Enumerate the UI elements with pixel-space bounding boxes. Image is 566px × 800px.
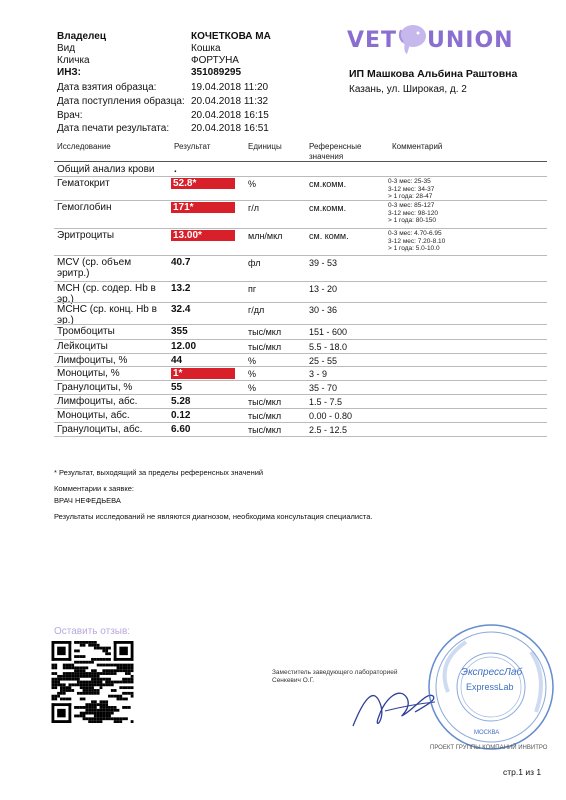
reference-range: 2.5 - 12.5: [309, 425, 348, 435]
header-value: 351089295: [191, 67, 242, 78]
test-name: Тромбоциты: [57, 326, 115, 337]
result-value: 0.12: [171, 410, 191, 421]
comment-line: 0-3 мес: 85-127: [388, 202, 435, 209]
result-value-flagged: 13.00*: [171, 230, 235, 241]
reference-range: 39 - 53: [309, 258, 338, 268]
header-label: Кличка: [57, 55, 90, 66]
row-divider: [54, 200, 547, 201]
test-name: Эритроциты: [57, 230, 115, 241]
elephant-icon: [397, 22, 429, 56]
logo-left-text: VET: [347, 28, 398, 53]
header-label: Врач:: [57, 110, 83, 121]
header-value: 20.04.2018 11:32: [191, 96, 269, 107]
stamp-latin: ExpressLab: [466, 682, 514, 692]
test-name: MCH (ср. содер. Hb в эр.): [57, 283, 156, 305]
row-divider: [54, 394, 547, 395]
row-divider: [54, 255, 547, 256]
row-divider: [54, 339, 547, 340]
reference-range: см.комм.: [309, 203, 347, 213]
stamp-text: ЭкспрессЛаб: [461, 667, 523, 678]
units: тыс/мкл: [248, 342, 282, 352]
comment-line: 3-12 мес: 34-37: [388, 185, 435, 193]
result-value: 355: [171, 326, 188, 337]
row-divider: [54, 281, 547, 282]
reference-range: 5.5 - 18.0: [309, 342, 348, 352]
test-name: Гемоглобин: [57, 202, 112, 213]
row-divider: [54, 408, 547, 409]
header-label: Дата поступления образца:: [57, 96, 185, 107]
table-bottom-divider: [54, 436, 547, 437]
header-divider: [54, 161, 547, 162]
test-name: Гематокрит: [57, 178, 110, 189]
units: %: [248, 369, 257, 379]
header-label: Вид: [57, 43, 76, 54]
comment-line: > 1 года: 5.0-10.0: [388, 245, 440, 252]
units: г/дл: [248, 305, 265, 315]
project-note: ПРОЕКТ ГРУППЫ КОМПАНИЙ ИНВИТРО: [430, 745, 548, 751]
header-value: 19.04.2018 11:20: [191, 82, 269, 93]
units: тыс/мкл: [248, 327, 282, 337]
section-value: .: [174, 164, 177, 175]
reference-range: 151 - 600: [309, 327, 348, 337]
units: фл: [248, 258, 261, 268]
row-divider: [54, 366, 547, 367]
reference-range: 30 - 36: [309, 305, 338, 315]
comment-line: > 1 года: 80-150: [388, 217, 436, 224]
result-value: 40.7: [171, 257, 191, 268]
result-value: 44: [171, 355, 183, 366]
logo-right-text: UNION: [427, 28, 514, 53]
test-name: Лимфоциты, абс.: [57, 396, 138, 407]
units: тыс/мкл: [248, 397, 282, 407]
feedback-qr-code[interactable]: [50, 641, 135, 723]
comment-line: > 1 года: 28-47: [388, 193, 433, 200]
col-header-comment: Комментарий: [392, 142, 443, 151]
lab-stamp: [426, 622, 556, 752]
test-name: Моноциты, %: [57, 368, 120, 379]
vet-union-logo: [347, 22, 514, 60]
signer-title: Заместитель заведующего лабораторией: [272, 669, 398, 676]
header-label: Дата печати результата:: [57, 123, 170, 134]
row-divider: [54, 324, 547, 325]
reference-range: см. комм.: [309, 231, 349, 241]
row-divider: [54, 176, 547, 177]
header-value: 20.04.2018 16:15: [191, 110, 269, 121]
test-name: Лимфоциты, %: [57, 355, 128, 366]
feedback-label: Оставить отзыв:: [54, 626, 131, 637]
result-value-flagged: 171*: [171, 202, 235, 213]
col-header-result: Результат: [174, 142, 211, 151]
units: г/л: [248, 203, 260, 213]
row-divider: [54, 353, 547, 354]
reference-range: см.комм.: [309, 179, 347, 189]
test-name: Гранулоциты, %: [57, 382, 133, 393]
header-label: ИНЗ:: [57, 67, 82, 78]
comment-line: 3-12 мес: 7.20-8.10: [388, 237, 446, 245]
result-value: 6.60: [171, 424, 191, 435]
test-name: MCHC (ср. конц. Hb в эр.): [57, 304, 157, 326]
disclaimer: Результаты исследований не являются диагнозом, необходима консультация специалиста.: [54, 512, 373, 521]
result-value: 5.28: [171, 396, 191, 407]
section-label: Общий анализ крови: [57, 164, 155, 175]
header-label: Владелец: [57, 31, 106, 42]
stamp-city: МОСКВА: [474, 730, 500, 736]
units: %: [248, 356, 257, 366]
comment-line: 0-3 мес: 25-35: [388, 178, 431, 185]
comment-line: 3-12 мес: 98-120: [388, 209, 439, 217]
row-divider: [54, 228, 547, 229]
units: тыс/мкл: [248, 425, 282, 435]
flag-note: * Результат, выходящий за пределы референсных значений: [54, 468, 264, 477]
test-name: Лейкоциты: [57, 341, 108, 352]
row-divider: [54, 422, 547, 423]
lab-address: Казань, ул. Широкая, д. 2: [349, 84, 467, 95]
reference-range: 25 - 55: [309, 356, 338, 366]
test-name: Моноциты, абс.: [57, 410, 130, 421]
result-value: 32.4: [171, 304, 191, 315]
reference-range: 0.00 - 0.80: [309, 411, 353, 421]
test-name: Гранулоциты, абс.: [57, 424, 143, 435]
reference-range: 1.5 - 7.5: [309, 397, 343, 407]
result-value: 55: [171, 382, 183, 393]
reference-range: 3 - 9: [309, 369, 328, 379]
header-value: 20.04.2018 16:51: [191, 123, 269, 134]
header-label: Дата взятия образца:: [57, 82, 157, 93]
units: пг: [248, 284, 257, 294]
signer-name: Сенкевич О.Г.: [272, 677, 315, 684]
row-divider: [54, 380, 547, 381]
reference-range: 13 - 20: [309, 284, 338, 294]
comments-label: Комментарии к заявке:: [54, 484, 134, 493]
comment-line: 0-3 мес: 4.70-6.95: [388, 230, 442, 237]
col-header-test: Исследование: [57, 142, 111, 151]
header-value: Кошка: [191, 43, 221, 54]
units: млн/мкл: [248, 231, 283, 241]
row-divider: [54, 302, 547, 303]
units: %: [248, 383, 257, 393]
reference-range: 35 - 70: [309, 383, 338, 393]
comments-value: ВРАЧ НЕФЕДЬЕВА: [54, 496, 121, 505]
header-value: КОЧЕТКОВА МА: [191, 31, 271, 42]
header-value: ФОРТУНА: [191, 55, 239, 66]
result-value-flagged: 1*: [171, 368, 235, 379]
units: %: [248, 179, 257, 189]
lab-name: ИП Машкова Альбина Раштовна: [349, 68, 518, 80]
col-header-ref: Референсные значения: [309, 142, 362, 161]
units: тыс/мкл: [248, 411, 282, 421]
col-header-units: Единицы: [248, 142, 282, 151]
result-value-flagged: 52.8*: [171, 178, 235, 189]
result-value: 13.2: [171, 283, 191, 294]
test-name: MCV (ср. объем эритр.): [57, 257, 132, 279]
result-value: 12.00: [171, 341, 197, 352]
page-number: стр.1 из 1: [503, 767, 542, 777]
